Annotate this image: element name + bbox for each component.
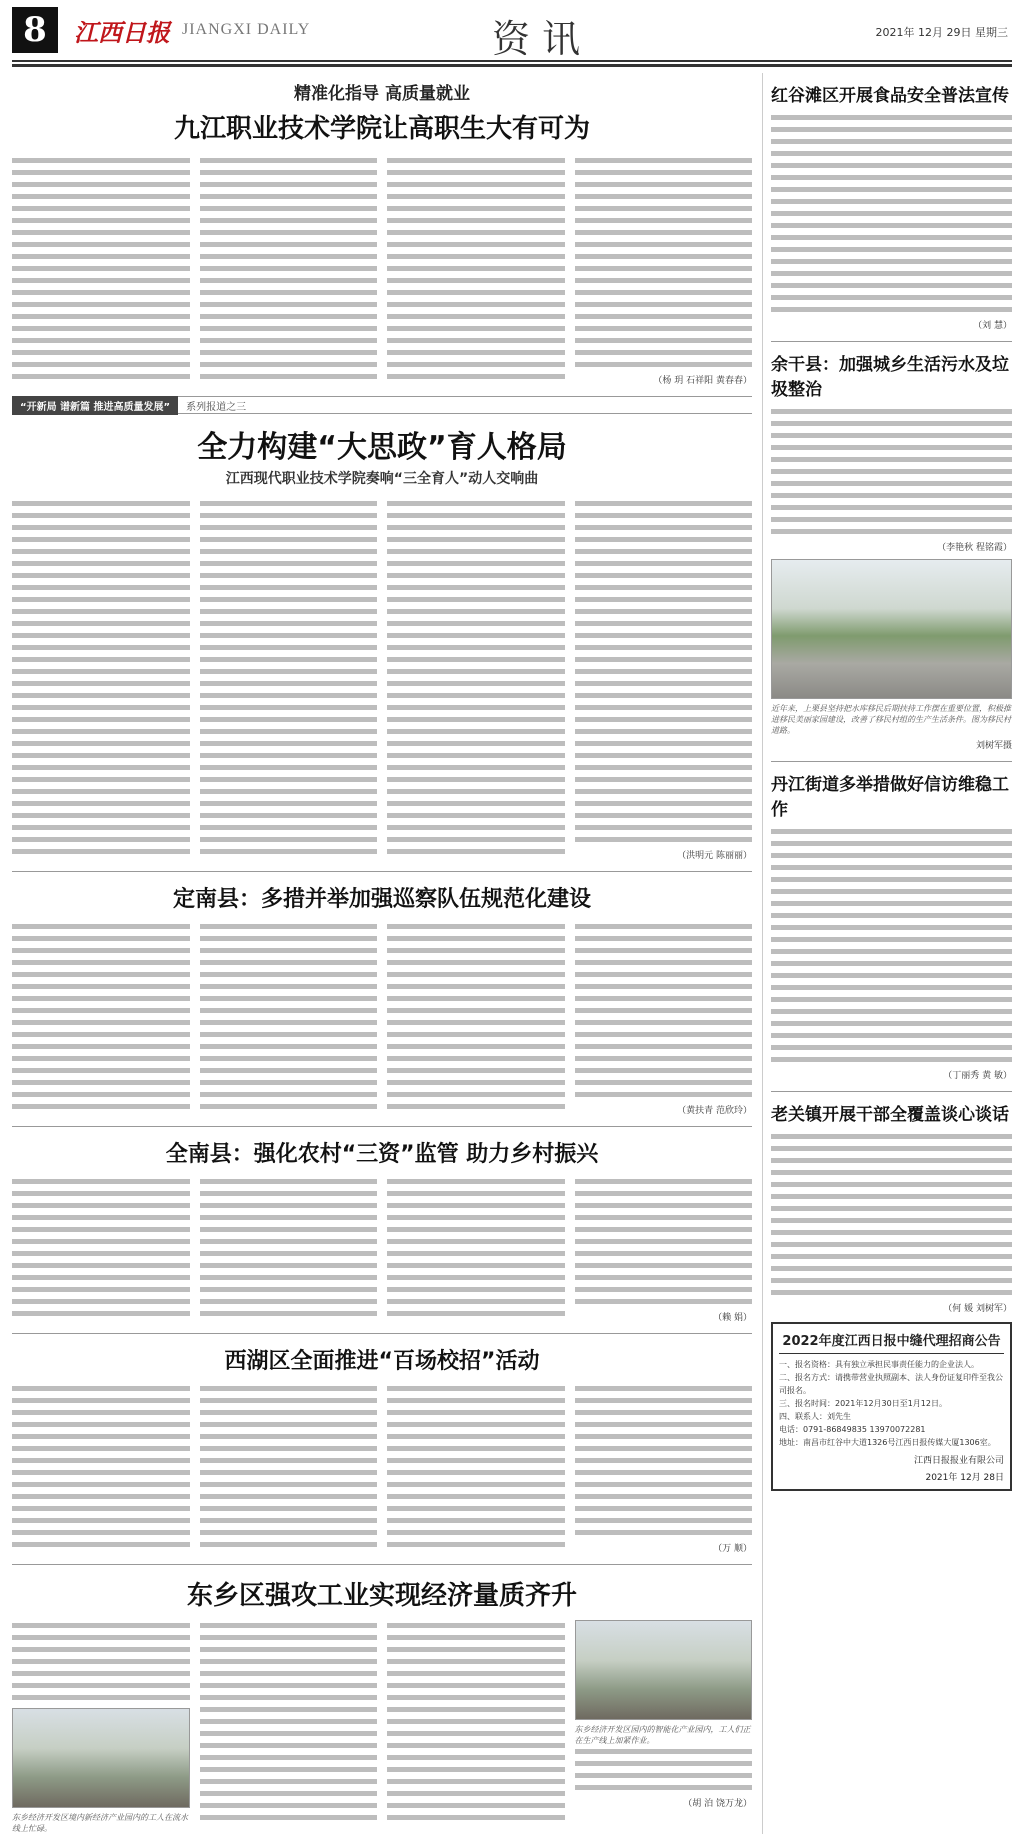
article-body: [12, 498, 752, 861]
article-body: [12, 1620, 752, 1834]
article-vtc-jiujiang: [12, 79, 752, 386]
article-title: 余干县：加强城乡生活污水及垃圾整治: [771, 355, 1009, 400]
divider: [12, 1564, 752, 1565]
notice-date: 2021年 12月 28日: [925, 1473, 1004, 1483]
article-laoguan: [771, 1100, 1012, 1314]
article-title: 丹江街道多举措做好信访维稳工作: [771, 775, 1009, 820]
article-dingnan: [12, 882, 752, 1116]
masthead-rule: [12, 64, 1012, 67]
article-title: 东乡区强攻工业实现经济量质齐升: [186, 1581, 577, 1611]
divider: [12, 1126, 752, 1127]
notice-title: 2022年度江西日报中缝代理招商公告: [779, 1330, 1004, 1354]
paper-name-en: JIANGXI DAILY: [182, 21, 311, 38]
article-kicker: 精准化指导 高质量就业: [294, 84, 470, 104]
article-subtitle: 江西现代职业技术学院奏响“三全育人”动人交响曲: [225, 471, 539, 487]
series-tag: “开新局 谱新篇 推进高质量发展”: [12, 396, 178, 415]
article-title: 老关镇开展干部全覆盖谈心谈话: [771, 1105, 1009, 1125]
notice-line: 四、联系人：刘先生: [779, 1412, 851, 1421]
article-byline: （胡 泊 饶万龙）: [683, 1799, 752, 1809]
page-number: 8: [12, 7, 58, 53]
series-banner: [12, 396, 752, 414]
photo-caption: 东乡经济开发区境内新经济产业园内的工人在流水线上忙碌。: [12, 1813, 188, 1833]
article-byline: （李艳秋 程铭霞）: [937, 543, 1012, 553]
article-byline: （万 顺）: [713, 1544, 752, 1554]
divider: [12, 871, 752, 872]
article-danjiang: [771, 770, 1012, 1081]
divider: [771, 341, 1012, 342]
article-body: [12, 1176, 752, 1323]
series-note: 系列报道之三: [186, 401, 247, 413]
article-title: 九江职业技术学院让高职生大有可为: [173, 114, 590, 144]
article-title: 全南县：强化农村“三资”监管 助力乡村振兴: [165, 1142, 599, 1167]
article-body: [12, 1383, 752, 1554]
side-column: [762, 73, 1012, 1834]
article-xihu: [12, 1344, 752, 1554]
article-honggutan: [771, 81, 1012, 331]
photo-caption: 东乡经济开发区园内的智能化产业园内，工人们正在生产线上加紧作业。: [574, 1725, 751, 1745]
notice-line: 地址：南昌市红谷中大道1326号江西日报传媒大厦1306室。: [779, 1438, 996, 1447]
article-byline: （何 媛 刘树军）: [943, 1304, 1012, 1314]
photo-byline: 刘树军摄: [975, 741, 1012, 751]
article-title: 红谷滩区开展食品安全普法宣传: [771, 86, 1009, 106]
paper-logo: 江西日报: [74, 17, 170, 47]
article-byline: （赖 娟）: [713, 1313, 752, 1323]
article-dongxiang: [12, 1575, 752, 1834]
article-yugan: [771, 350, 1012, 751]
article-byline: （杨 玥 石祥阳 黄春春）: [653, 376, 752, 386]
section-title: 资讯: [492, 17, 593, 61]
notice-line: 电话：0791-86849835 13970072281: [779, 1425, 926, 1434]
divider: [771, 1091, 1012, 1092]
issue-date: 2021年 12月 29日 星期三: [875, 26, 1008, 39]
article-title: 定南县：多措并举加强巡察队伍规范化建设: [172, 887, 591, 912]
article-big-sizheng: [12, 422, 752, 861]
article-byline: （黄扶青 范欣玲）: [677, 1106, 752, 1116]
article-title: 全力构建“大思政”育人格局: [197, 430, 567, 465]
article-byline: （洪明元 陈丽丽）: [677, 851, 752, 861]
village-road-photo: [771, 559, 1012, 699]
divider: [771, 761, 1012, 762]
article-byline: （刘 慧）: [973, 321, 1012, 331]
notice-signature: 江西日报报业有限公司: [913, 1456, 1004, 1466]
factory-photo: [12, 1708, 190, 1808]
photo-caption: 近年来，上栗县坚持把水库移民后期扶持工作摆在重要位置，积极推进移民美丽家园建设，改善了移民村组的生产生活条件。图为移民村道路。: [771, 704, 1011, 735]
divider: [12, 1333, 752, 1334]
notice-line: 三、报名时间：2021年12月30日至1月12日。: [779, 1399, 947, 1408]
notice-line: 二、报名方式：请携带营业执照副本、法人身份证复印件至我公司报名。: [779, 1373, 1003, 1395]
article-title: 西湖区全面推进“百场校招”活动: [224, 1349, 540, 1374]
article-body: [12, 155, 752, 386]
notice-box: [771, 1322, 1012, 1491]
article-quannan: [12, 1137, 752, 1323]
notice-line: 一、报名资格：具有独立承担民事责任能力的企业法人。: [779, 1360, 979, 1369]
article-body: [12, 921, 752, 1116]
masthead: [12, 0, 1012, 62]
article-byline: （丁丽秀 黄 敏）: [943, 1071, 1012, 1081]
main-column: [12, 73, 752, 1834]
production-line-photo: [575, 1620, 753, 1720]
